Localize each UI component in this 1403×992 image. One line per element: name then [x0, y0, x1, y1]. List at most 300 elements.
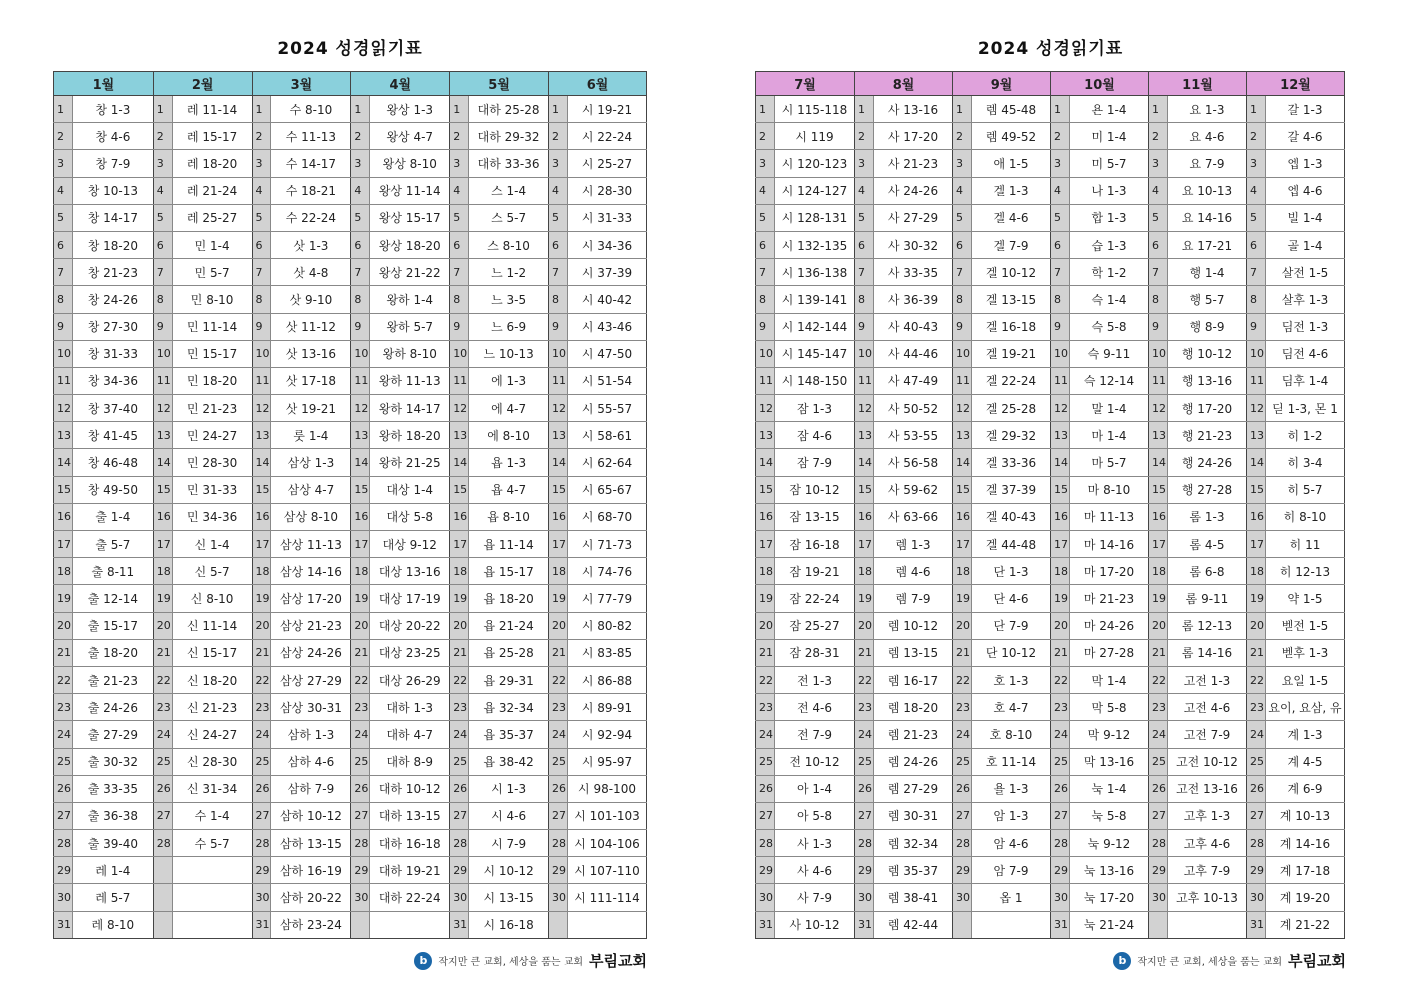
reading-cell: 신 15-17 — [172, 639, 252, 666]
reading-cell: 히 3-4 — [1266, 449, 1345, 476]
reading-cell: 대하 10-12 — [370, 775, 450, 802]
day-number: 29 — [1247, 857, 1266, 884]
reading-cell: 시 22-24 — [568, 123, 647, 150]
day-number: 8 — [450, 286, 469, 313]
reading-cell: 히 8-10 — [1266, 503, 1345, 530]
reading-cell: 대상 23-25 — [370, 639, 450, 666]
day-number: 7 — [450, 259, 469, 286]
day-number: 20 — [450, 612, 469, 639]
reading-cell: 요일 1-5 — [1266, 666, 1345, 693]
day-number: 22 — [855, 666, 874, 693]
day-number: 30 — [549, 884, 568, 911]
day-number: 7 — [1051, 259, 1070, 286]
day-number: 30 — [351, 884, 370, 911]
table-row — [756, 503, 1345, 530]
day-number: 13 — [1247, 422, 1266, 449]
day-number: 12 — [1051, 395, 1070, 422]
reading-cell: 대하 16-18 — [370, 830, 450, 857]
reading-cell: 사 47-49 — [874, 367, 953, 394]
day-number: 4 — [855, 177, 874, 204]
reading-cell: 사 27-29 — [874, 204, 953, 231]
day-number: 21 — [1051, 639, 1070, 666]
reading-cell: 합 1-3 — [1070, 204, 1149, 231]
reading-cell: 시 145-147 — [775, 340, 855, 367]
day-number: 7 — [1149, 259, 1168, 286]
reading-cell: 사 33-35 — [874, 259, 953, 286]
reading-cell: 고후 10-13 — [1168, 884, 1247, 911]
day-number: 17 — [549, 531, 568, 558]
reading-cell: 대하 29-32 — [469, 123, 549, 150]
reading-cell: 수 18-21 — [271, 177, 351, 204]
day-number: 22 — [549, 666, 568, 693]
day-number: 15 — [953, 476, 972, 503]
day-number: 29 — [54, 857, 73, 884]
day-number: 10 — [450, 340, 469, 367]
day-number: 14 — [153, 449, 172, 476]
day-number: 30 — [953, 884, 972, 911]
reading-cell: 왕하 1-4 — [370, 286, 450, 313]
day-number: 27 — [953, 802, 972, 829]
day-number: 15 — [1149, 476, 1168, 503]
table-row — [54, 150, 647, 177]
day-number: 12 — [1247, 395, 1266, 422]
reading-cell: 레 21-24 — [172, 177, 252, 204]
day-number: 27 — [1051, 802, 1070, 829]
reading-cell: 신 11-14 — [172, 612, 252, 639]
reading-cell: 출 21-23 — [72, 666, 153, 693]
day-number: 11 — [1051, 367, 1070, 394]
day-number: 12 — [855, 395, 874, 422]
day-number: 28 — [252, 830, 271, 857]
day-number: 10 — [54, 340, 73, 367]
table-row — [756, 666, 1345, 693]
day-number: 8 — [953, 286, 972, 313]
day-number: 24 — [351, 721, 370, 748]
reading-cell: 겔 10-12 — [972, 259, 1051, 286]
day-number: 12 — [351, 395, 370, 422]
day-number: 23 — [756, 694, 775, 721]
reading-cell: 렘 4-6 — [874, 558, 953, 585]
day-number — [351, 911, 370, 938]
church-footer — [414, 950, 647, 971]
reading-cell: 출 30-32 — [72, 748, 153, 775]
table-row — [756, 123, 1345, 150]
day-number: 26 — [252, 775, 271, 802]
reading-cell: 행 17-20 — [1168, 395, 1247, 422]
reading-cell: 잠 13-15 — [775, 503, 855, 530]
table-row — [54, 395, 647, 422]
day-number: 5 — [953, 204, 972, 231]
day-number: 28 — [54, 830, 73, 857]
reading-cell: 대하 22-24 — [370, 884, 450, 911]
reading-cell: 겔 7-9 — [972, 231, 1051, 258]
reading-cell: 시 74-76 — [568, 558, 647, 585]
day-number: 6 — [1051, 231, 1070, 258]
day-number: 8 — [1051, 286, 1070, 313]
day-number: 12 — [54, 395, 73, 422]
day-number: 30 — [1247, 884, 1266, 911]
reading-cell: 시 51-54 — [568, 367, 647, 394]
table-row — [756, 422, 1345, 449]
day-number: 18 — [756, 558, 775, 585]
table-row — [54, 503, 647, 530]
day-number: 20 — [855, 612, 874, 639]
reading-cell: 전 4-6 — [775, 694, 855, 721]
reading-cell: 왕하 18-20 — [370, 422, 450, 449]
reading-cell: 마 24-26 — [1070, 612, 1149, 639]
day-number: 13 — [549, 422, 568, 449]
day-number: 26 — [351, 775, 370, 802]
day-number: 17 — [1051, 531, 1070, 558]
reading-cell: 레 25-27 — [172, 204, 252, 231]
reading-cell: 삿 9-10 — [271, 286, 351, 313]
reading-cell: 마 5-7 — [1070, 449, 1149, 476]
reading-cell: 민 1-4 — [172, 231, 252, 258]
reading-cell: 신 31-34 — [172, 775, 252, 802]
reading-cell: 시 136-138 — [775, 259, 855, 286]
day-number: 1 — [1051, 96, 1070, 123]
day-number: 18 — [351, 558, 370, 585]
reading-cell: 시 16-18 — [469, 911, 549, 938]
day-number: 2 — [54, 123, 73, 150]
reading-cell: 시 19-21 — [568, 96, 647, 123]
reading-cell: 욥 21-24 — [469, 612, 549, 639]
day-number: 2 — [351, 123, 370, 150]
day-number: 29 — [1149, 857, 1168, 884]
reading-cell: 출 36-38 — [72, 802, 153, 829]
day-number: 28 — [1051, 830, 1070, 857]
reading-cell: 출 33-35 — [72, 775, 153, 802]
reading-cell: 대상 5-8 — [370, 503, 450, 530]
table-row — [54, 558, 647, 585]
day-number: 5 — [351, 204, 370, 231]
reading-cell: 사 40-43 — [874, 313, 953, 340]
day-number: 26 — [1247, 775, 1266, 802]
reading-cell: 렘 1-3 — [874, 531, 953, 558]
day-number: 2 — [953, 123, 972, 150]
day-number: 4 — [756, 177, 775, 204]
reading-cell: 겔 13-15 — [972, 286, 1051, 313]
table-row — [54, 340, 647, 367]
reading-cell: 삼상 17-20 — [271, 585, 351, 612]
day-number: 18 — [153, 558, 172, 585]
day-number: 4 — [1051, 177, 1070, 204]
reading-cell — [172, 911, 252, 938]
church-footer — [1113, 950, 1346, 971]
day-number: 23 — [54, 694, 73, 721]
reading-cell: 삼상 30-31 — [271, 694, 351, 721]
day-number: 4 — [252, 177, 271, 204]
reading-cell: 잠 10-12 — [775, 476, 855, 503]
day-number: 27 — [1149, 802, 1168, 829]
reading-cell: 사 13-16 — [874, 96, 953, 123]
day-number: 3 — [1149, 150, 1168, 177]
reading-cell: 시 77-79 — [568, 585, 647, 612]
reading-cell: 렘 13-15 — [874, 639, 953, 666]
day-number: 10 — [153, 340, 172, 367]
reading-cell: 행 8-9 — [1168, 313, 1247, 340]
reading-cell: 시 107-110 — [568, 857, 647, 884]
day-number: 24 — [252, 721, 271, 748]
day-number: 20 — [1247, 612, 1266, 639]
reading-cell: 시 28-30 — [568, 177, 647, 204]
reading-cell: 행 13-16 — [1168, 367, 1247, 394]
reading-cell: 시 1-3 — [469, 775, 549, 802]
reading-cell: 욥 1-3 — [469, 449, 549, 476]
reading-cell: 롬 9-11 — [1168, 585, 1247, 612]
reading-cell: 욘 1-4 — [1070, 96, 1149, 123]
reading-cell: 왕상 18-20 — [370, 231, 450, 258]
reading-cell: 겔 37-39 — [972, 476, 1051, 503]
day-number: 28 — [953, 830, 972, 857]
day-number: 4 — [351, 177, 370, 204]
reading-cell: 느 10-13 — [469, 340, 549, 367]
day-number: 26 — [1149, 775, 1168, 802]
day-number: 19 — [953, 585, 972, 612]
reading-cell: 히 5-7 — [1266, 476, 1345, 503]
day-number: 17 — [252, 531, 271, 558]
reading-cell: 수 22-24 — [271, 204, 351, 231]
reading-cell: 행 27-28 — [1168, 476, 1247, 503]
reading-cell: 시 142-144 — [775, 313, 855, 340]
reading-cell: 딤후 1-4 — [1266, 367, 1345, 394]
day-number: 15 — [1051, 476, 1070, 503]
day-number: 18 — [549, 558, 568, 585]
day-number: 6 — [756, 231, 775, 258]
reading-cell: 대하 4-7 — [370, 721, 450, 748]
day-number: 6 — [450, 231, 469, 258]
reading-cell: 출 18-20 — [72, 639, 153, 666]
reading-cell: 잠 22-24 — [775, 585, 855, 612]
day-number: 27 — [450, 802, 469, 829]
day-number: 12 — [953, 395, 972, 422]
day-number: 18 — [1051, 558, 1070, 585]
table-row — [756, 340, 1345, 367]
reading-cell: 벧전 1-5 — [1266, 612, 1345, 639]
reading-cell: 삼하 7-9 — [271, 775, 351, 802]
reading-cell: 신 18-20 — [172, 666, 252, 693]
day-number: 22 — [1149, 666, 1168, 693]
reading-cell — [972, 911, 1051, 938]
day-number: 23 — [351, 694, 370, 721]
reading-cell: 대상 13-16 — [370, 558, 450, 585]
day-number: 2 — [153, 123, 172, 150]
table-row — [54, 884, 647, 911]
day-number: 17 — [1149, 531, 1168, 558]
reading-cell: 시 111-114 — [568, 884, 647, 911]
reading-cell: 창 18-20 — [72, 231, 153, 258]
day-number: 6 — [351, 231, 370, 258]
day-number: 3 — [1051, 150, 1070, 177]
reading-cell: 시 25-27 — [568, 150, 647, 177]
table-row — [54, 476, 647, 503]
reading-cell: 계 10-13 — [1266, 802, 1345, 829]
reading-cell: 갈 4-6 — [1266, 123, 1345, 150]
reading-cell: 민 5-7 — [172, 259, 252, 286]
day-number: 8 — [756, 286, 775, 313]
day-number: 30 — [756, 884, 775, 911]
day-number: 10 — [1051, 340, 1070, 367]
day-number: 24 — [153, 721, 172, 748]
day-number: 16 — [1247, 503, 1266, 530]
reading-cell: 창 31-33 — [72, 340, 153, 367]
reading-cell: 시 62-64 — [568, 449, 647, 476]
day-number: 18 — [450, 558, 469, 585]
reading-cell: 에 1-3 — [469, 367, 549, 394]
reading-cell: 계 4-5 — [1266, 748, 1345, 775]
day-number: 27 — [756, 802, 775, 829]
reading-cell: 삿 4-8 — [271, 259, 351, 286]
reading-cell: 민 15-17 — [172, 340, 252, 367]
reading-cell: 고후 1-3 — [1168, 802, 1247, 829]
day-number: 25 — [953, 748, 972, 775]
reading-cell: 고전 4-6 — [1168, 694, 1247, 721]
reading-cell: 렘 21-23 — [874, 721, 953, 748]
reading-cell — [568, 911, 647, 938]
day-number: 3 — [252, 150, 271, 177]
reading-cell: 잠 7-9 — [775, 449, 855, 476]
reading-cell: 마 27-28 — [1070, 639, 1149, 666]
day-number: 31 — [1051, 911, 1070, 938]
reading-cell: 수 14-17 — [271, 150, 351, 177]
reading-cell: 사 17-20 — [874, 123, 953, 150]
day-number: 2 — [450, 123, 469, 150]
table-row — [54, 123, 647, 150]
day-number: 19 — [153, 585, 172, 612]
day-number: 9 — [351, 313, 370, 340]
reading-cell: 출 24-26 — [72, 694, 153, 721]
day-number: 28 — [549, 830, 568, 857]
reading-cell: 삼상 11-13 — [271, 531, 351, 558]
reading-cell: 겔 1-3 — [972, 177, 1051, 204]
month-header: 2월 — [153, 72, 252, 96]
day-number: 15 — [549, 476, 568, 503]
reading-cell: 사 53-55 — [874, 422, 953, 449]
reading-cell: 삼하 1-3 — [271, 721, 351, 748]
day-number: 19 — [549, 585, 568, 612]
day-number: 11 — [1149, 367, 1168, 394]
reading-cell: 잠 4-6 — [775, 422, 855, 449]
table-row — [756, 395, 1345, 422]
day-number: 16 — [54, 503, 73, 530]
month-header: 10월 — [1051, 72, 1149, 96]
reading-cell: 왕하 5-7 — [370, 313, 450, 340]
day-number: 27 — [855, 802, 874, 829]
reading-cell: 창 1-3 — [72, 96, 153, 123]
reading-cell: 암 4-6 — [972, 830, 1051, 857]
church-slogan: 작지만 큰 교회, 세상을 품는 교회 — [438, 957, 584, 968]
reading-cell: 시 4-6 — [469, 802, 549, 829]
reading-cell: 신 21-23 — [172, 694, 252, 721]
day-number: 20 — [953, 612, 972, 639]
table-row — [756, 150, 1345, 177]
reading-cell: 시 13-15 — [469, 884, 549, 911]
day-number: 4 — [153, 177, 172, 204]
reading-cell: 느 6-9 — [469, 313, 549, 340]
reading-cell: 행 24-26 — [1168, 449, 1247, 476]
day-number: 1 — [1149, 96, 1168, 123]
day-number: 18 — [1247, 558, 1266, 585]
reading-cell: 렘 10-12 — [874, 612, 953, 639]
reading-cell: 레 5-7 — [72, 884, 153, 911]
day-number: 16 — [450, 503, 469, 530]
reading-cell: 습 1-3 — [1070, 231, 1149, 258]
day-number: 11 — [351, 367, 370, 394]
day-number: 12 — [153, 395, 172, 422]
reading-cell: 시 115-118 — [775, 96, 855, 123]
reading-cell: 요 14-16 — [1168, 204, 1247, 231]
reading-cell: 요 4-6 — [1168, 123, 1247, 150]
reading-cell: 호 11-14 — [972, 748, 1051, 775]
reading-cell: 롬 1-3 — [1168, 503, 1247, 530]
day-number: 29 — [953, 857, 972, 884]
reading-cell: 느 1-2 — [469, 259, 549, 286]
day-number: 5 — [252, 204, 271, 231]
day-number: 12 — [252, 395, 271, 422]
reading-cell: 전 10-12 — [775, 748, 855, 775]
reading-cell: 사 10-12 — [775, 911, 855, 938]
table-row — [756, 558, 1345, 585]
reading-cell: 삼상 4-7 — [271, 476, 351, 503]
day-number: 25 — [153, 748, 172, 775]
reading-cell: 시 71-73 — [568, 531, 647, 558]
day-number: 19 — [252, 585, 271, 612]
day-number: 28 — [756, 830, 775, 857]
day-number: 9 — [953, 313, 972, 340]
reading-cell: 잠 16-18 — [775, 531, 855, 558]
reading-cell: 암 1-3 — [972, 802, 1051, 829]
reading-cell: 시 120-123 — [775, 150, 855, 177]
day-number: 3 — [549, 150, 568, 177]
reading-cell: 신 24-27 — [172, 721, 252, 748]
table-row — [54, 286, 647, 313]
day-number: 18 — [54, 558, 73, 585]
day-number: 31 — [756, 911, 775, 938]
day-number: 19 — [756, 585, 775, 612]
day-number: 1 — [953, 96, 972, 123]
reading-cell: 전 1-3 — [775, 666, 855, 693]
day-number: 21 — [756, 639, 775, 666]
day-number: 18 — [1149, 558, 1168, 585]
day-number: 4 — [1149, 177, 1168, 204]
day-number: 26 — [855, 775, 874, 802]
reading-cell: 창 27-30 — [72, 313, 153, 340]
day-number: 23 — [153, 694, 172, 721]
reading-cell: 삼상 1-3 — [271, 449, 351, 476]
day-number: 29 — [351, 857, 370, 884]
reading-cell: 레 11-14 — [172, 96, 252, 123]
reading-cell: 대상 1-4 — [370, 476, 450, 503]
reading-cell: 왕하 21-25 — [370, 449, 450, 476]
day-number: 15 — [1247, 476, 1266, 503]
reading-cell: 슥 12-14 — [1070, 367, 1149, 394]
day-number: 19 — [855, 585, 874, 612]
reading-cell: 겔 19-21 — [972, 340, 1051, 367]
reading-cell: 롬 14-16 — [1168, 639, 1247, 666]
reading-cell: 욥 29-31 — [469, 666, 549, 693]
reading-cell: 왕하 11-13 — [370, 367, 450, 394]
day-number: 25 — [855, 748, 874, 775]
reading-cell: 계 1-3 — [1266, 721, 1345, 748]
reading-cell: 눅 9-12 — [1070, 830, 1149, 857]
day-number: 26 — [54, 775, 73, 802]
day-number: 30 — [252, 884, 271, 911]
day-number: 17 — [450, 531, 469, 558]
day-number: 2 — [855, 123, 874, 150]
day-number: 27 — [252, 802, 271, 829]
day-number: 29 — [252, 857, 271, 884]
reading-cell: 전 7-9 — [775, 721, 855, 748]
